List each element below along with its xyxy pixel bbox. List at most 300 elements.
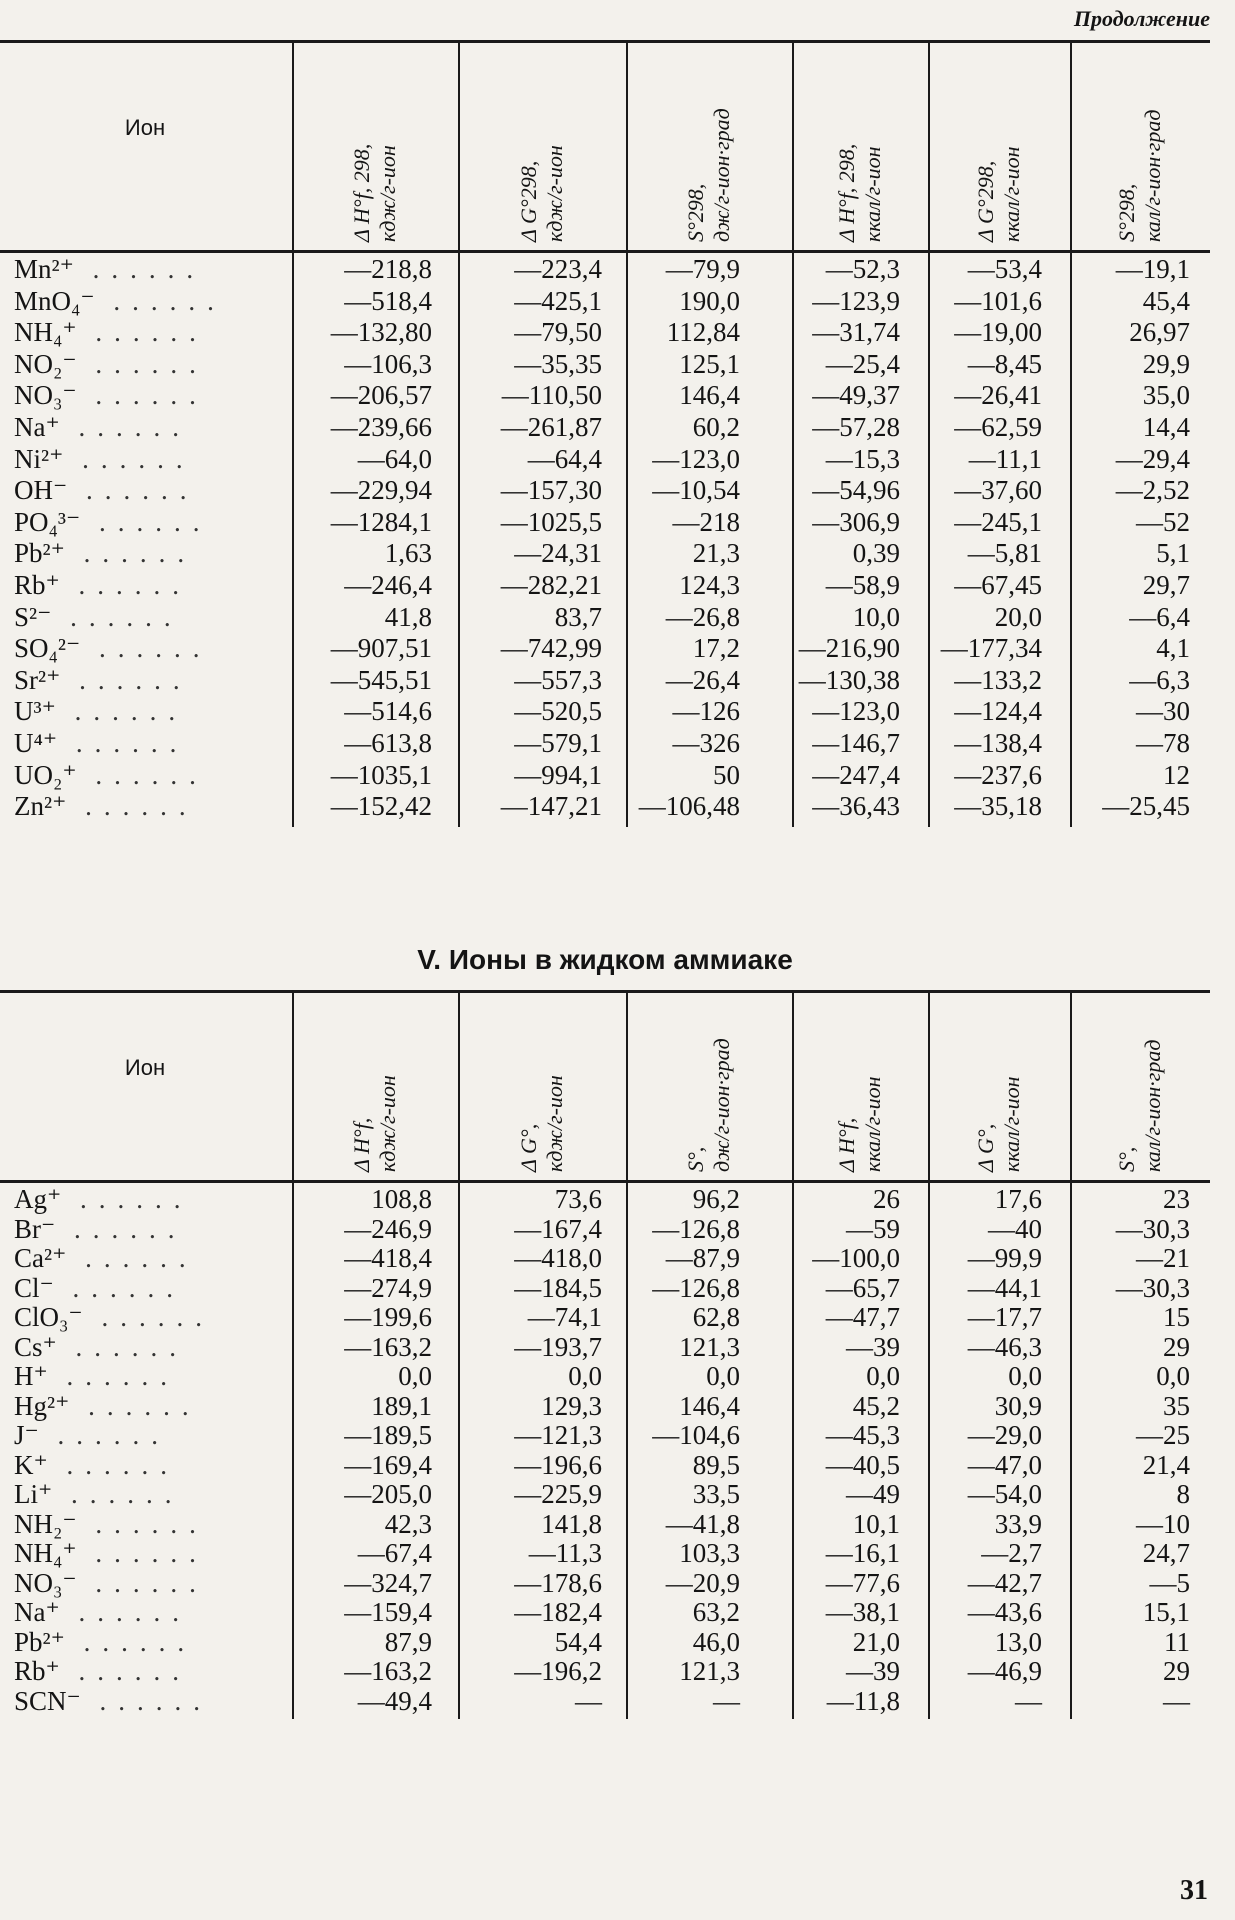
table-row [0, 1302, 1210, 1332]
value-cell: —579,1 [514, 728, 602, 758]
value-cell: —40,5 [825, 1449, 900, 1480]
value-cell: 10,1 [852, 1508, 900, 1539]
column-header [683, 48, 735, 242]
value-cell: —520,5 [514, 696, 602, 727]
leader-dots: ...... [76, 317, 208, 348]
column-header-unit: кдж/г-ион [375, 1075, 400, 1172]
ion-label: Pb²⁺ [14, 538, 65, 569]
table-row [0, 728, 1210, 760]
table-row [0, 1273, 1210, 1303]
ion-label: NH₄⁺ [14, 1538, 77, 1568]
column-header [516, 48, 568, 242]
value-cell: —126 [672, 696, 740, 727]
value-cell: —247,4 [812, 759, 900, 790]
table-row [0, 570, 1210, 602]
column-header-quantity: S°298, [1114, 183, 1139, 242]
column-header-unit: кал/г-ион·град [1140, 1039, 1165, 1172]
value-cell: —326 [672, 728, 740, 758]
ion-cell [14, 1420, 294, 1451]
value-cell: 63,2 [692, 1597, 740, 1627]
ion-cell [14, 602, 294, 633]
value-cell: 21,4 [1142, 1449, 1190, 1480]
leader-dots: ...... [94, 285, 226, 316]
leader-dots: ...... [47, 1449, 179, 1480]
value-cell: —79,9 [665, 254, 740, 284]
table-row [0, 349, 1210, 381]
value-cell: —44,1 [967, 1272, 1042, 1303]
value-cell: —25,45 [1102, 791, 1190, 822]
value-cell: 17,6 [994, 1184, 1042, 1214]
value-cell: 30,9 [994, 1390, 1042, 1421]
ion-label: NH₄⁺ [14, 317, 77, 348]
value-cell: —29,0 [967, 1420, 1042, 1450]
ion-cell [14, 1450, 294, 1481]
value-cell: —64,4 [527, 443, 602, 474]
value-cell: —57,28 [812, 412, 900, 442]
ion-cell [14, 1332, 294, 1363]
value-cell: —65,7 [825, 1272, 900, 1303]
value-cell: —106,3 [344, 348, 432, 379]
column-header-quantity: Δ H°f, 298, [834, 143, 859, 242]
table-row [0, 1420, 1210, 1450]
value-cell: —110,50 [501, 380, 602, 411]
value-cell: —79,50 [514, 317, 602, 348]
value-cell: 29,9 [1142, 348, 1190, 379]
leader-dots: ...... [59, 412, 191, 442]
value-cell: —246,9 [344, 1213, 432, 1244]
column-header-unit: ккал/г-ион [999, 1076, 1024, 1172]
value-cell: —418,4 [344, 1243, 432, 1273]
value-cell: —54,0 [967, 1479, 1042, 1509]
value-cell: —10,54 [652, 475, 740, 506]
table-row [0, 317, 1210, 349]
leader-dots: ...... [59, 1656, 192, 1686]
ion-label: Rb⁺ [14, 1656, 60, 1686]
table-row [0, 1243, 1210, 1273]
value-cell: —196,6 [514, 1449, 602, 1480]
value-cell: 73,6 [554, 1184, 602, 1214]
value-cell: — [1015, 1685, 1042, 1716]
value-cell: 17,2 [692, 633, 740, 664]
value-cell: 89,5 [692, 1449, 740, 1480]
value-cell: —133,2 [954, 664, 1042, 695]
value-cell: —10 [1136, 1508, 1190, 1539]
value-cell: 129,3 [541, 1390, 602, 1421]
value-cell: 41,8 [384, 601, 432, 632]
value-cell: —1025,5 [500, 506, 602, 537]
value-cell: —229,94 [330, 475, 432, 506]
ion-label: NO₂⁻ [14, 348, 77, 379]
value-cell: —21 [1136, 1243, 1190, 1273]
ion-cell [14, 538, 294, 569]
ion-label: U⁴⁺ [14, 728, 58, 758]
value-cell: —67,4 [357, 1538, 432, 1568]
column-header [1114, 998, 1166, 1172]
value-cell: —196,2 [514, 1656, 602, 1686]
ion-cell [14, 286, 294, 317]
column-header-unit: кдж/г-ион [375, 145, 400, 242]
table-row [0, 538, 1210, 570]
value-cell: 12 [1163, 759, 1190, 790]
section-title: V. Ионы в жидком аммиаке [417, 944, 793, 975]
value-cell: —52 [1136, 506, 1190, 537]
leader-dots: ...... [56, 1331, 189, 1362]
ion-cell [14, 665, 294, 696]
value-cell: 146,4 [679, 1390, 740, 1421]
ion-label: Br⁻ [14, 1213, 56, 1244]
value-cell: —216,90 [798, 633, 900, 664]
value-cell: —37,60 [954, 475, 1042, 506]
leader-dots: ...... [52, 1479, 184, 1509]
table-row [0, 696, 1210, 728]
leader-dots: ...... [76, 348, 208, 379]
column-header-unit: кал/г-ион·град [1140, 109, 1165, 242]
value-cell: —157,30 [500, 475, 602, 506]
value-cell: —237,6 [954, 759, 1042, 790]
ion-cell [14, 1656, 294, 1687]
table-row [0, 412, 1210, 444]
leader-dots: ...... [53, 1272, 186, 1303]
column-header-quantity: Δ H°f, 298, [349, 143, 374, 242]
value-cell: 21,0 [852, 1626, 900, 1657]
value-cell: 0,39 [852, 538, 900, 569]
value-cell: —11,1 [968, 443, 1042, 474]
value-cell: —47,0 [967, 1449, 1042, 1480]
column-header-quantity: S°, [1114, 1146, 1139, 1172]
value-cell: 33,9 [994, 1508, 1042, 1539]
table-top-rule [0, 40, 1210, 43]
column-header-unit: дж/г-ион·град [709, 108, 734, 242]
value-cell: 0,0 [568, 1361, 602, 1391]
value-cell: —613,8 [344, 728, 432, 758]
column-header-quantity: Δ G°, [973, 1123, 998, 1172]
column-header-quantity: Δ H°f, [834, 1117, 859, 1172]
value-cell: —218,8 [344, 254, 432, 284]
value-cell: 0,0 [866, 1361, 900, 1391]
table-row [0, 1627, 1210, 1657]
leader-dots: ...... [82, 1302, 214, 1332]
value-cell: 62,8 [692, 1302, 740, 1332]
table-row [0, 1184, 1210, 1214]
column-header-quantity: Δ G°298, [973, 160, 998, 242]
value-cell: —78 [1136, 728, 1190, 758]
value-cell: —418,0 [514, 1243, 602, 1273]
table-row [0, 380, 1210, 412]
value-cell: 121,3 [679, 1331, 740, 1362]
value-cell: —245,1 [954, 506, 1042, 537]
ion-column-header: Ион [124, 115, 166, 140]
value-cell: 14,4 [1142, 412, 1190, 442]
value-cell: —5,81 [967, 538, 1042, 569]
column-header [1114, 48, 1166, 242]
ion-label: U³⁺ [14, 696, 56, 727]
value-cell: —146,7 [812, 728, 900, 758]
column-header-unit: ккал/г-ион [999, 146, 1024, 242]
table-row [0, 1597, 1210, 1627]
leader-dots: ...... [69, 1390, 201, 1421]
value-cell: —218 [672, 506, 740, 537]
value-cell: —19,00 [954, 317, 1042, 348]
leader-dots: ...... [76, 759, 208, 790]
leader-dots: ...... [59, 1597, 191, 1627]
ion-cell [14, 1686, 294, 1717]
value-cell: —123,9 [812, 285, 900, 316]
ion-label: MnO₄⁻ [14, 285, 95, 316]
value-cell: —2,52 [1115, 475, 1190, 506]
value-cell: —49,4 [357, 1685, 432, 1716]
value-cell: —59 [846, 1213, 900, 1244]
table-row [0, 1479, 1210, 1509]
column-header [516, 998, 568, 1172]
column-header-unit: дж/г-ион·град [709, 1038, 734, 1172]
value-cell: 141,8 [541, 1508, 602, 1539]
table-row [0, 665, 1210, 697]
value-cell: 35,0 [1142, 380, 1190, 411]
value-cell: 33,5 [692, 1479, 740, 1509]
value-cell: —306,9 [812, 506, 900, 537]
value-cell: 83,7 [554, 601, 602, 632]
ion-cell [14, 1538, 294, 1569]
ion-cell [14, 1273, 294, 1304]
ion-cell [14, 760, 294, 791]
leader-dots: ...... [80, 506, 212, 537]
ion-label: Zn²⁺ [14, 791, 67, 822]
ion-cell [14, 444, 294, 475]
ion-cell [14, 570, 294, 601]
value-cell: — [713, 1685, 740, 1716]
value-cell: —177,34 [940, 633, 1042, 664]
value-cell: 46,0 [692, 1626, 740, 1657]
value-cell: —67,45 [954, 570, 1042, 600]
value-cell: —25 [1136, 1420, 1190, 1450]
value-cell: —184,5 [514, 1272, 602, 1303]
ion-label: NO₃⁻ [14, 380, 77, 411]
value-cell: —132,80 [330, 317, 432, 348]
value-cell: —239,66 [330, 412, 432, 442]
value-cell: 121,3 [679, 1656, 740, 1686]
value-cell: 35 [1163, 1390, 1190, 1421]
ion-label: SCN⁻ [14, 1685, 81, 1716]
value-cell: — [1163, 1685, 1190, 1716]
ion-label: Cl⁻ [14, 1272, 54, 1303]
value-cell: —742,99 [500, 633, 602, 664]
value-cell: —205,0 [344, 1479, 432, 1509]
table-row [0, 1509, 1210, 1539]
leader-dots: ...... [76, 1538, 208, 1568]
value-cell: —2,7 [981, 1538, 1042, 1568]
column-header [349, 48, 401, 242]
ion-cell [14, 1302, 294, 1333]
value-cell: 87,9 [384, 1626, 432, 1657]
ion-label: Cs⁺ [14, 1331, 57, 1362]
ion-label: UO₂⁺ [14, 759, 77, 790]
value-cell: 103,3 [679, 1538, 740, 1568]
value-cell: —106,48 [638, 791, 740, 822]
ion-label: Na⁺ [14, 412, 60, 442]
value-cell: —130,38 [798, 664, 900, 695]
leader-dots: ...... [76, 1508, 208, 1539]
value-cell: —182,4 [514, 1597, 602, 1627]
value-cell: 26,97 [1129, 317, 1190, 348]
ion-label: H⁺ [14, 1361, 48, 1391]
value-cell: —39 [846, 1331, 900, 1362]
ion-cell [14, 1214, 294, 1245]
table-row [0, 633, 1210, 665]
ion-cell [14, 791, 294, 822]
value-cell: 112,84 [666, 317, 740, 348]
value-cell: 146,4 [679, 380, 740, 411]
ion-cell [14, 696, 294, 727]
value-cell: —246,4 [344, 570, 432, 600]
value-cell: —123,0 [652, 443, 740, 474]
value-cell: 29 [1163, 1656, 1190, 1686]
value-cell: 0,0 [706, 1361, 740, 1391]
value-cell: —43,6 [967, 1597, 1042, 1627]
value-cell: —26,41 [954, 380, 1042, 411]
value-cell: —557,3 [514, 664, 602, 695]
value-cell: —35,18 [954, 791, 1042, 822]
ion-cell [14, 1568, 294, 1599]
value-cell: —77,6 [825, 1567, 900, 1598]
table-row [0, 286, 1210, 318]
leader-dots: ...... [63, 443, 195, 474]
value-cell: —46,9 [967, 1656, 1042, 1686]
ion-cell [14, 728, 294, 759]
leader-dots: ...... [64, 538, 197, 569]
value-cell: 10,0 [852, 601, 900, 632]
ion-cell [14, 1509, 294, 1540]
value-cell: —35,35 [514, 348, 602, 379]
ion-label: NO₃⁻ [14, 1567, 77, 1598]
ion-label: NH₂⁻ [14, 1508, 77, 1539]
value-cell: 190,0 [679, 285, 740, 316]
value-cell: —1284,1 [330, 506, 432, 537]
value-cell: —16,1 [825, 1538, 900, 1568]
value-cell: —514,6 [344, 696, 432, 727]
page-header: Продолжение [1073, 6, 1210, 31]
column-header [834, 48, 886, 242]
value-cell: 21,3 [692, 538, 740, 569]
value-cell: —17,7 [967, 1302, 1042, 1332]
ion-label: Mn²⁺ [14, 254, 74, 284]
value-cell: —19,1 [1115, 254, 1190, 284]
value-cell: —54,96 [812, 475, 900, 506]
table-aqueous-ions [0, 40, 1210, 829]
value-cell: 15 [1163, 1302, 1190, 1332]
value-cell: 45,4 [1142, 285, 1190, 316]
value-cell: —104,6 [652, 1420, 740, 1450]
column-header-unit: ккал/г-ион [860, 146, 885, 242]
value-cell: —163,2 [344, 1331, 432, 1362]
ion-label: OH⁻ [14, 475, 68, 506]
value-cell: —52,3 [825, 254, 900, 284]
value-cell: —206,57 [330, 380, 432, 411]
value-cell: —30,3 [1115, 1213, 1190, 1244]
leader-dots: ...... [66, 791, 198, 822]
value-cell: —49 [846, 1479, 900, 1509]
value-cell: —169,4 [344, 1449, 432, 1480]
header-bottom-rule [0, 250, 1210, 253]
page-number: 31 [1180, 1875, 1208, 1906]
value-cell: —36,43 [812, 791, 900, 822]
value-cell: 96,2 [692, 1184, 740, 1214]
leader-dots: ...... [51, 601, 183, 632]
value-cell: —39 [846, 1656, 900, 1686]
value-cell: 15,1 [1142, 1597, 1190, 1627]
value-cell: 20,0 [994, 601, 1042, 632]
value-cell: —53,4 [967, 254, 1042, 284]
ion-cell [14, 412, 294, 443]
value-cell: 29 [1163, 1331, 1190, 1362]
ion-cell [14, 507, 294, 538]
table-row [0, 444, 1210, 476]
column-header-quantity: Δ H°f, [349, 1117, 374, 1172]
value-cell: —49,37 [812, 380, 900, 411]
ion-cell [14, 1597, 294, 1628]
ion-label: S²⁻ [14, 601, 52, 632]
column-header [973, 48, 1025, 242]
value-cell: 4,1 [1156, 633, 1190, 664]
value-cell: 24,7 [1142, 1538, 1190, 1568]
value-cell: 11 [1164, 1626, 1190, 1657]
value-cell: 50 [713, 759, 740, 790]
column-header [834, 998, 886, 1172]
column-header-quantity: S°, [683, 1146, 708, 1172]
value-cell: —24,31 [514, 538, 602, 569]
value-cell: —152,42 [330, 791, 432, 822]
ion-label: PO₄³⁻ [14, 506, 81, 537]
column-header-unit: ккал/г-ион [860, 1076, 885, 1172]
table-row [0, 602, 1210, 634]
ion-label: Ni²⁺ [14, 443, 64, 474]
ion-label: Ca²⁺ [14, 1243, 67, 1273]
ion-cell [14, 1361, 294, 1392]
leader-dots: ...... [55, 1213, 187, 1244]
column-header-unit: кдж/г-ион [542, 145, 567, 242]
leader-dots: ...... [73, 254, 206, 284]
table-row [0, 1686, 1210, 1716]
value-cell: —178,6 [514, 1567, 602, 1598]
ion-label: Na⁺ [14, 1597, 60, 1627]
ion-label: Ag⁺ [14, 1184, 62, 1214]
leader-dots: ...... [60, 664, 192, 695]
value-cell: —64,0 [357, 443, 432, 474]
value-cell: 29,7 [1142, 570, 1190, 600]
value-cell: —26,4 [665, 664, 740, 695]
table-row [0, 507, 1210, 539]
value-cell: —20,9 [665, 1567, 740, 1598]
value-cell: —6,4 [1129, 601, 1190, 632]
value-cell: —225,9 [514, 1479, 602, 1509]
table-row [0, 1361, 1210, 1391]
table-row [0, 475, 1210, 507]
leader-dots: ...... [55, 696, 188, 727]
leader-dots: ...... [47, 1361, 179, 1391]
value-cell: 45,2 [852, 1390, 900, 1421]
ion-cell [14, 317, 294, 348]
value-cell: —274,9 [344, 1272, 432, 1303]
value-cell: —121,3 [514, 1420, 602, 1450]
value-cell: —100,0 [812, 1243, 900, 1273]
value-cell: 60,2 [692, 412, 740, 442]
value-cell: —31,74 [812, 317, 900, 348]
table-row [0, 254, 1210, 286]
value-cell: —126,8 [652, 1272, 740, 1303]
value-cell: 108,8 [371, 1184, 432, 1214]
value-cell: —30,3 [1115, 1272, 1190, 1303]
value-cell: —545,51 [330, 664, 432, 695]
value-cell: 124,3 [679, 570, 740, 600]
